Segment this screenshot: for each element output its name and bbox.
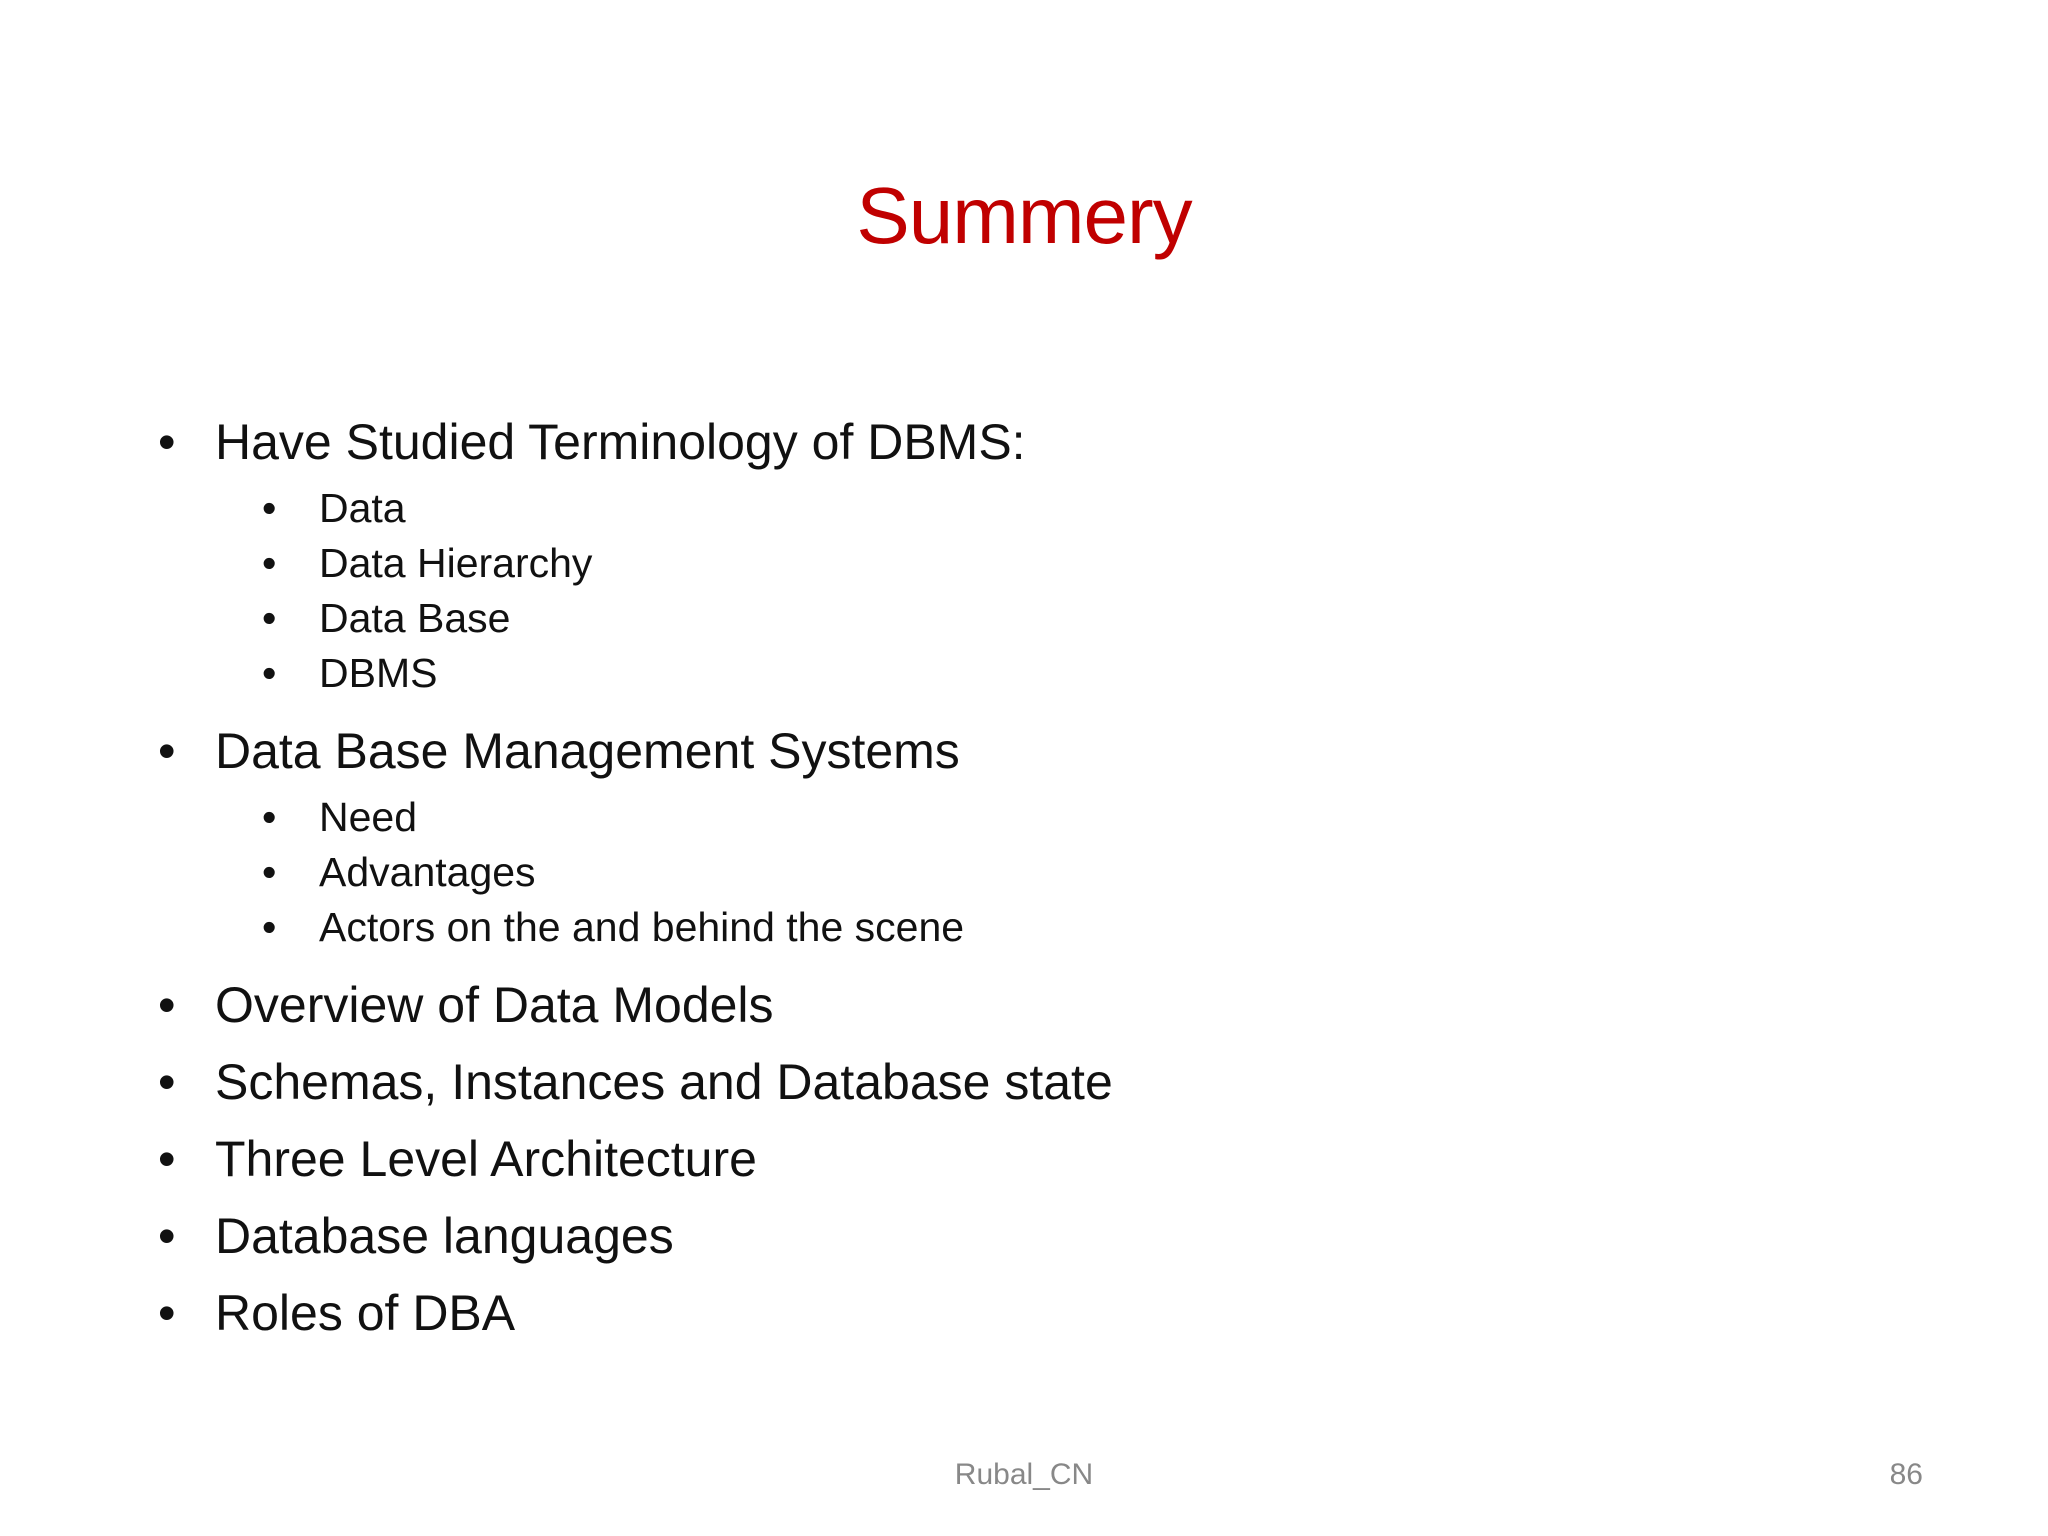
sub-bullet-advantages: • Advantages: [158, 845, 1858, 900]
bullet-languages: • Database languages: [158, 1198, 1858, 1275]
sub-bullet-dbms: • DBMS: [158, 646, 1858, 701]
sub-bullet-data-base: • Data Base: [158, 591, 1858, 646]
footer-text: Rubal_CN: [954, 1458, 1094, 1491]
bullet-list: [158, 404, 1858, 1352]
page-number: 86: [1889, 1458, 1923, 1491]
bullet-dba-roles: • Roles of DBA: [158, 1275, 1858, 1352]
bullet-dbms-systems: • Data Base Management Systems: [158, 713, 1858, 790]
slide-title: Summery: [856, 171, 1192, 260]
sub-bullet-actors: • Actors on the and behind the scene: [158, 900, 1858, 955]
bullet-schemas: • Schemas, Instances and Database state: [158, 1044, 1858, 1121]
bullet-data-models: • Overview of Data Models: [158, 967, 1858, 1044]
bullet-terminology: • Have Studied Terminology of DBMS:: [158, 404, 1858, 481]
bullet-architecture: • Three Level Architecture: [158, 1121, 1858, 1198]
sub-bullet-data: • Data: [158, 481, 1858, 536]
sub-bullet-data-hierarchy: • Data Hierarchy: [158, 536, 1858, 591]
sub-bullet-need: • Need: [158, 790, 1858, 845]
